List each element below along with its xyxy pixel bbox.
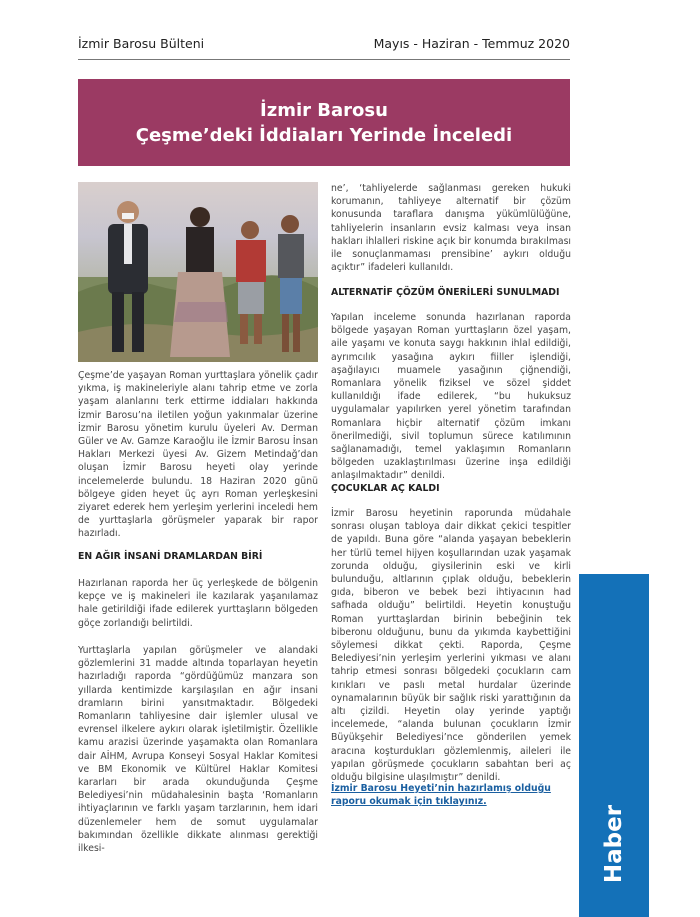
- intro-paragraph: Çeşme’de yaşayan Roman yurttaşlara yönelik çadır yıkma, iş makineleriyle alanı tahrip etme ve zorla yaşam alanlarını terk ettirme iddiaları hakkında İzmir Barosu’na iletilen yoğun yakınmalar üzerine İzmir Barosu yönetim kurulu üyeleri Av. Derman Güler ve Av. Gamze Karaoğlu ile İzmir Barosu İnsan Hakları Merkezi üyesi Av. Gizem Metindağ’dan oluşan İzmir Barosu heyeti olay yerinde incelemelerde bulundu. 18 Haziran 2020 günü bölgeye giden heyet üç ayrı Roman yerleşkesini ziyaret ederek hem yerleşim yerlerini inceledi hem de yurttaşlarla görüşmeler yaparak bir rapor hazırladı.: [78, 370, 318, 540]
- photo-illustration: [78, 182, 318, 362]
- body-paragraph: Yurttaşlarla yapılan görüşmeler ve alandaki gözlemlerini 31 madde altında toparlayan heyetin hazırladığı raporda “gördüğümüz manzara son yıllarda kentimizde karşılaşılan en ağır insani dramların birini yansıtmaktadır. Bölgedeki Romanların tahliyesine dair işlemler ulusal ve evrensel ilkelere aykırı olarak işletilmiştir. Özellikle kamu arazisi üzerinde yaşamakta olan Romanlara dair AİHM, Avrupa Konseyi Sosyal Haklar Komitesi ve BM Ekonomik ve Kültürel Haklar Komitesi kararları bir arada okunduğunda Çeşme Belediyesi’nin müdahalesinin başta ‘Romanların ihtiyaçlarının ve farklı yaşam tarzlarının, hem idari düzenlemeler hem de somut uygulamalar bakımından özellikle dikkate alınması gerektiği ilkesi-: [78, 645, 318, 855]
- issue-date: Mayıs - Haziran - Temmuz 2020: [373, 36, 570, 51]
- section-tab-label: Haber: [601, 804, 627, 884]
- section-heading: ALTERNATİF ÇÖZÜM ÖNERİLERİ SUNULMADI: [331, 287, 560, 298]
- section-tab: [579, 574, 649, 917]
- title-line-2: Çeşme’deki İddiaları Yerinde İnceledi: [135, 124, 513, 146]
- article-title-banner: [78, 79, 570, 166]
- publication-name: İzmir Barosu Bülteni: [78, 36, 205, 51]
- header-divider: [78, 59, 570, 60]
- article-photo: [78, 182, 318, 362]
- body-paragraph: İzmir Barosu heyetinin raporunda müdahale sonrası oluşan tabloya dair dikkat çekici tespitler de yapıldı. Buna göre “alanda yaşayan bebeklerin her türlü temel hijyen koşullarından uzak yaşamak zorunda olduğu, giysilerinin eski ve kirli bulunduğu, altlarının çıplak olduğu, bebeklerin gıda, biberon ve bebek bezi ihtiyacının had safhada olduğu” belirtildi. Heyetin konuştuğu Roman yurttaşlardan birinin bebeğinin tek biberonu olduğunu, bunu da yıkımda kaybettiğini söylemesi dikkat çekti. Raporda, Çeşme Belediyesi’nin yerleşim yerlerini yıkması ve alanı tahrip etmesi sonrası bölgedeki çocukların cam kırıkları ve paslı metal hurdalar üzerinde oynamalarının büyük bir sağlık riski yarattığının da altı çizildi. Heyetin olay yerinde yaptığı incelemede, “alanda bulunan çocukların İzmir Büyükşehir Belediyesi’nce gönderilen yemek aracına koşturdukları gözlemlenmiş, aileleri ile yapılan görüşmede çocukların sabahtan beri aç olduğu bilgisine ulaşılmıştır” denildi.: [331, 508, 571, 784]
- report-link[interactable]: İzmir Barosu Heyeti’nin hazırlamış olduğu raporu okumak için tıklayınız.: [331, 783, 551, 808]
- body-paragraph: Yapılan inceleme sonunda hazırlanan raporda bölgede yaşayan Roman yurttaşların özel yaşam, aile yaşamı ve konuta saygı hakkının ihlal edildiği, ayrımcılık yasağına aykırı fiiller işlendiği, aşağılayıcı muamele yasağının çiğnendiği, Romanlara yönelik fiziksel ve sözel şiddet kullanıldığı ifade edilerek, “bu hukuksuz uygulamalar yapılırken yerel yönetim tarafından Romanlara hiçbir alternatif çözüm imkanı önerilmediği, sivil toplumun sürece katılımının sağlanamadığı, temel yaklaşımın Romanların bölgeden uzaklaştırılması üzerine inşa edildiği anlaşılmaktadır” denildi.: [331, 312, 571, 482]
- section-heading: ÇOCUKLAR AÇ KALDI: [331, 483, 440, 494]
- title-line-1: İzmir Barosu: [260, 99, 388, 121]
- body-paragraph: Hazırlanan raporda her üç yerleşkede de bölgenin kepçe ve iş makineleri ile kazılarak yaşanılamaz hale getirildiği ifade edilerek yurttaşların bölgeden göçe zorlandığı belirtildi.: [78, 578, 318, 629]
- section-heading: EN AĞIR İNSANİ DRAMLARDAN BİRİ: [78, 551, 263, 562]
- body-paragraph: ne’, ‘tahliyelerde sağlanması gereken hukuki korumanın, tahliyeye alternatif bir çözüm konusunda taraflara danışma yükümlülüğüne, tahliyelerin insanların evsiz kalması veya insan hakları ihlalleri riskine açık bir konumda bırakılması ile sonuçlanmaması prensibine’ aykırı olduğu açıktır” ifadeleri kullanıldı.: [331, 183, 571, 274]
